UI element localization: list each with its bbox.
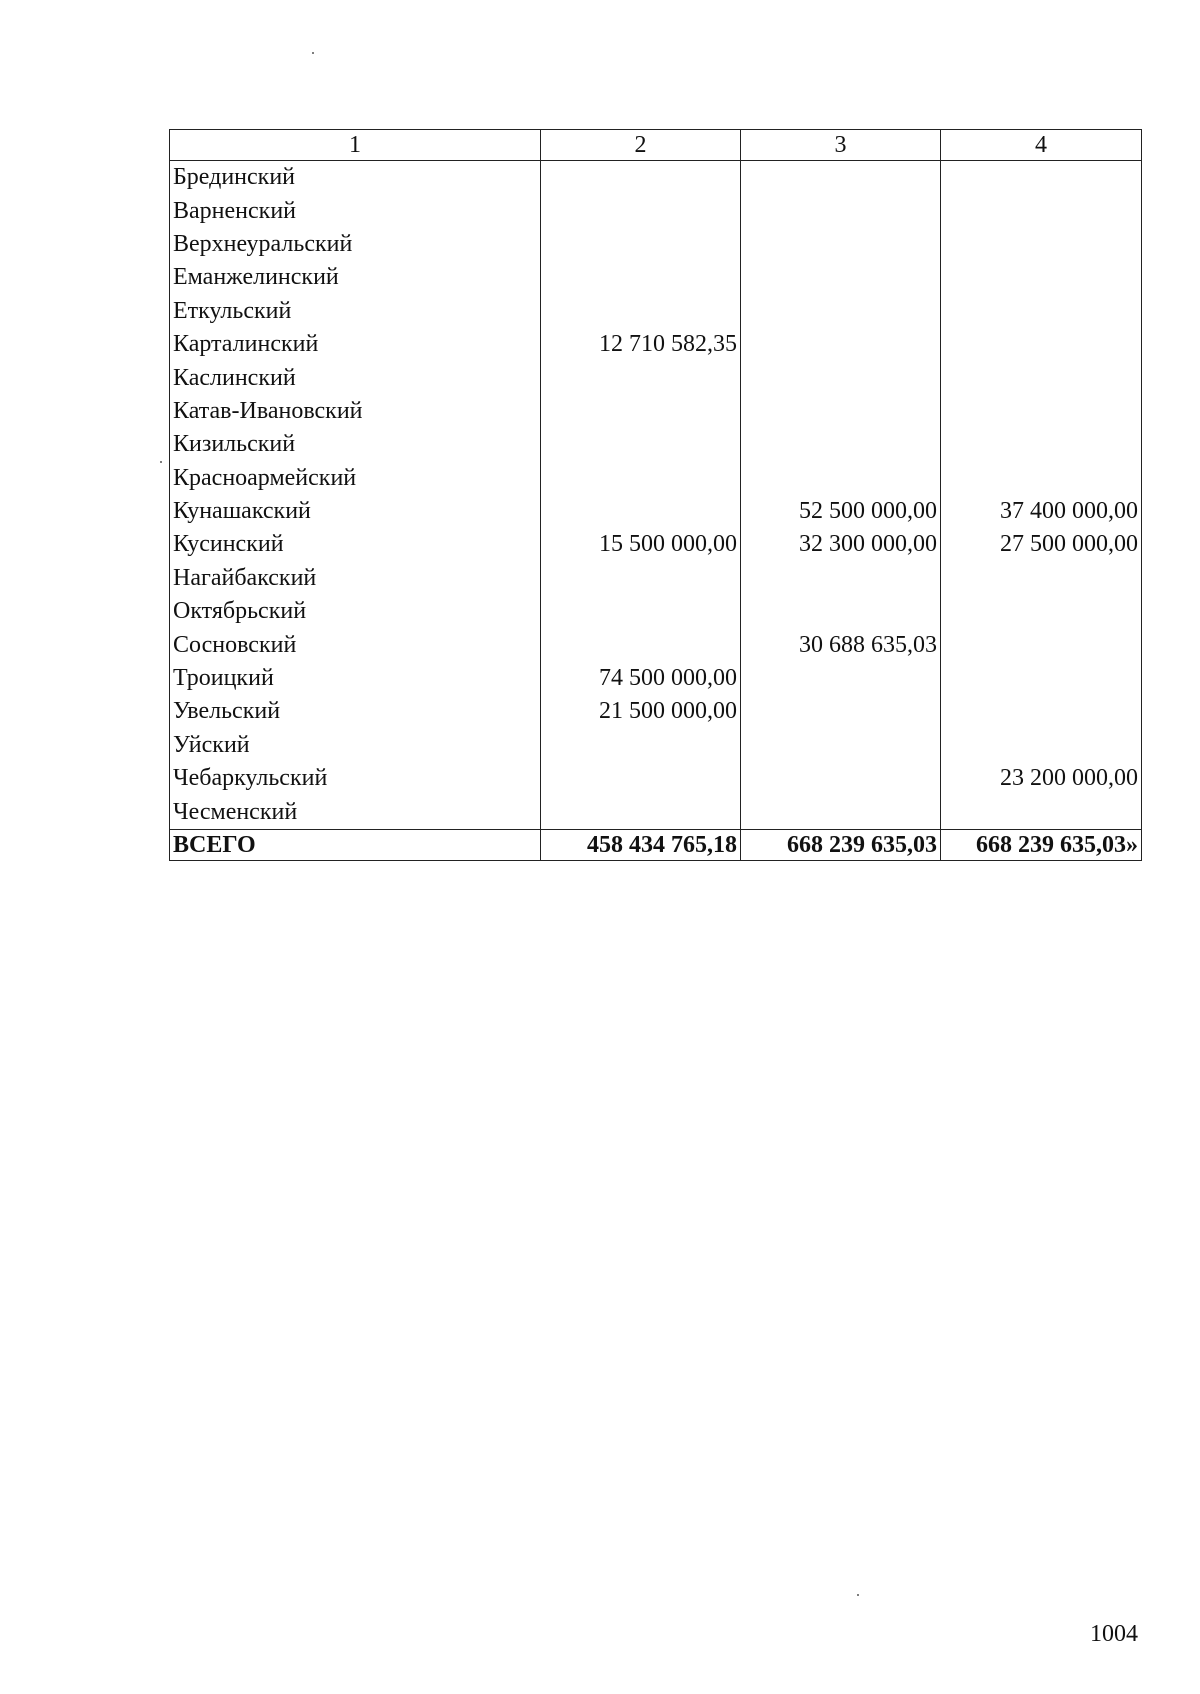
amount-cell-col-3 xyxy=(741,462,941,495)
amount-cell-col-3 xyxy=(741,662,941,695)
amount-cell-col-4 xyxy=(941,361,1142,394)
header-col-3: 3 xyxy=(741,130,941,161)
district-name-cell: Каслинский xyxy=(170,361,541,394)
amount-cell-col-2: 12 710 582,35 xyxy=(541,328,741,361)
table-row xyxy=(170,295,1142,328)
table-row xyxy=(170,562,1142,595)
amount-cell-col-4 xyxy=(941,428,1142,461)
header-col-2: 2 xyxy=(541,130,741,161)
district-name-cell: Катав-Ивановский xyxy=(170,395,541,428)
district-allocation-table xyxy=(169,129,1142,861)
amount-cell-col-2 xyxy=(541,361,741,394)
amount-cell-col-2 xyxy=(541,161,741,195)
table-header xyxy=(170,130,1142,161)
table-row xyxy=(170,361,1142,394)
amount-cell-col-3 xyxy=(741,729,941,762)
district-name-cell: Карталинский xyxy=(170,328,541,361)
district-name-cell: Увельский xyxy=(170,695,541,728)
scan-speck xyxy=(160,461,162,463)
amount-cell-col-4 xyxy=(941,562,1142,595)
amount-cell-col-4 xyxy=(941,194,1142,227)
amount-cell-col-4 xyxy=(941,295,1142,328)
amount-cell-col-3 xyxy=(741,328,941,361)
total-row xyxy=(170,829,1142,860)
amount-cell-col-3 xyxy=(741,395,941,428)
table-row xyxy=(170,428,1142,461)
district-name-cell: Чебаркульский xyxy=(170,762,541,795)
district-name-cell: Чесменский xyxy=(170,795,541,829)
amount-cell-col-4 xyxy=(941,261,1142,294)
amount-cell-col-2 xyxy=(541,194,741,227)
district-name-cell: Кусинский xyxy=(170,528,541,561)
amount-cell-col-3 xyxy=(741,562,941,595)
amount-cell-col-3 xyxy=(741,695,941,728)
amount-cell-col-3 xyxy=(741,595,941,628)
table-body xyxy=(170,161,1142,861)
table-row xyxy=(170,662,1142,695)
table-row xyxy=(170,395,1142,428)
header-col-1: 1 xyxy=(170,130,541,161)
amount-cell-col-4 xyxy=(941,662,1142,695)
amount-cell-col-2 xyxy=(541,295,741,328)
amount-cell-col-2 xyxy=(541,795,741,829)
district-name-cell: Троицкий xyxy=(170,662,541,695)
page-number: 1004 xyxy=(1090,1621,1138,1647)
table-row xyxy=(170,161,1142,195)
table-row xyxy=(170,328,1142,361)
district-name-cell: Еманжелинский xyxy=(170,261,541,294)
amount-cell-col-3 xyxy=(741,261,941,294)
table-row xyxy=(170,729,1142,762)
table-row xyxy=(170,795,1142,829)
amount-cell-col-3 xyxy=(741,228,941,261)
total-col-2: 458 434 765,18 xyxy=(541,829,741,860)
header-col-4: 4 xyxy=(941,130,1142,161)
table-row xyxy=(170,495,1142,528)
amount-cell-col-3 xyxy=(741,762,941,795)
amount-cell-col-4 xyxy=(941,595,1142,628)
amount-cell-col-2 xyxy=(541,228,741,261)
table-row xyxy=(170,462,1142,495)
amount-cell-col-4: 37 400 000,00 xyxy=(941,495,1142,528)
table-row xyxy=(170,194,1142,227)
district-name-cell: Еткульский xyxy=(170,295,541,328)
district-name-cell: Брединский xyxy=(170,161,541,195)
total-col-4: 668 239 635,03» xyxy=(941,829,1142,860)
amount-cell-col-2: 15 500 000,00 xyxy=(541,528,741,561)
amount-cell-col-3 xyxy=(741,194,941,227)
amount-cell-col-4 xyxy=(941,795,1142,829)
amount-cell-col-4 xyxy=(941,161,1142,195)
table-row xyxy=(170,762,1142,795)
amount-cell-col-3 xyxy=(741,795,941,829)
district-name-cell: Красноармейский xyxy=(170,462,541,495)
amount-cell-col-3: 32 300 000,00 xyxy=(741,528,941,561)
district-name-cell: Верхнеуральский xyxy=(170,228,541,261)
district-name-cell: Октябрьский xyxy=(170,595,541,628)
amount-cell-col-2 xyxy=(541,628,741,661)
amount-cell-col-4: 23 200 000,00 xyxy=(941,762,1142,795)
amount-cell-col-4: 27 500 000,00 xyxy=(941,528,1142,561)
district-name-cell: Кунашакский xyxy=(170,495,541,528)
amount-cell-col-2: 74 500 000,00 xyxy=(541,662,741,695)
amount-cell-col-3 xyxy=(741,295,941,328)
amount-cell-col-4 xyxy=(941,328,1142,361)
amount-cell-col-4 xyxy=(941,695,1142,728)
amount-cell-col-2 xyxy=(541,462,741,495)
amount-cell-col-2 xyxy=(541,762,741,795)
district-name-cell: Сосновский xyxy=(170,628,541,661)
amount-cell-col-2: 21 500 000,00 xyxy=(541,695,741,728)
scan-speck xyxy=(312,52,314,54)
district-name-cell: Уйский xyxy=(170,729,541,762)
table-row xyxy=(170,528,1142,561)
amount-cell-col-3: 52 500 000,00 xyxy=(741,495,941,528)
amount-cell-col-3 xyxy=(741,428,941,461)
amount-cell-col-2 xyxy=(541,595,741,628)
header-row xyxy=(170,130,1142,161)
table-row xyxy=(170,628,1142,661)
amount-cell-col-2 xyxy=(541,562,741,595)
scan-speck xyxy=(857,1594,859,1596)
amount-cell-col-4 xyxy=(941,228,1142,261)
district-name-cell: Варненский xyxy=(170,194,541,227)
amount-cell-col-3 xyxy=(741,161,941,195)
table-row xyxy=(170,261,1142,294)
amount-cell-col-3 xyxy=(741,361,941,394)
amount-cell-col-2 xyxy=(541,428,741,461)
amount-cell-col-2 xyxy=(541,495,741,528)
amount-cell-col-2 xyxy=(541,729,741,762)
district-name-cell: Нагайбакский xyxy=(170,562,541,595)
table-row xyxy=(170,228,1142,261)
table-row xyxy=(170,695,1142,728)
amount-cell-col-4 xyxy=(941,395,1142,428)
amount-cell-col-2 xyxy=(541,395,741,428)
amount-cell-col-4 xyxy=(941,628,1142,661)
district-name-cell: Кизильский xyxy=(170,428,541,461)
table-row xyxy=(170,595,1142,628)
total-col-3: 668 239 635,03 xyxy=(741,829,941,860)
amount-cell-col-3: 30 688 635,03 xyxy=(741,628,941,661)
amount-cell-col-4 xyxy=(941,729,1142,762)
total-label: ВСЕГО xyxy=(170,829,541,860)
amount-cell-col-2 xyxy=(541,261,741,294)
amount-cell-col-4 xyxy=(941,462,1142,495)
